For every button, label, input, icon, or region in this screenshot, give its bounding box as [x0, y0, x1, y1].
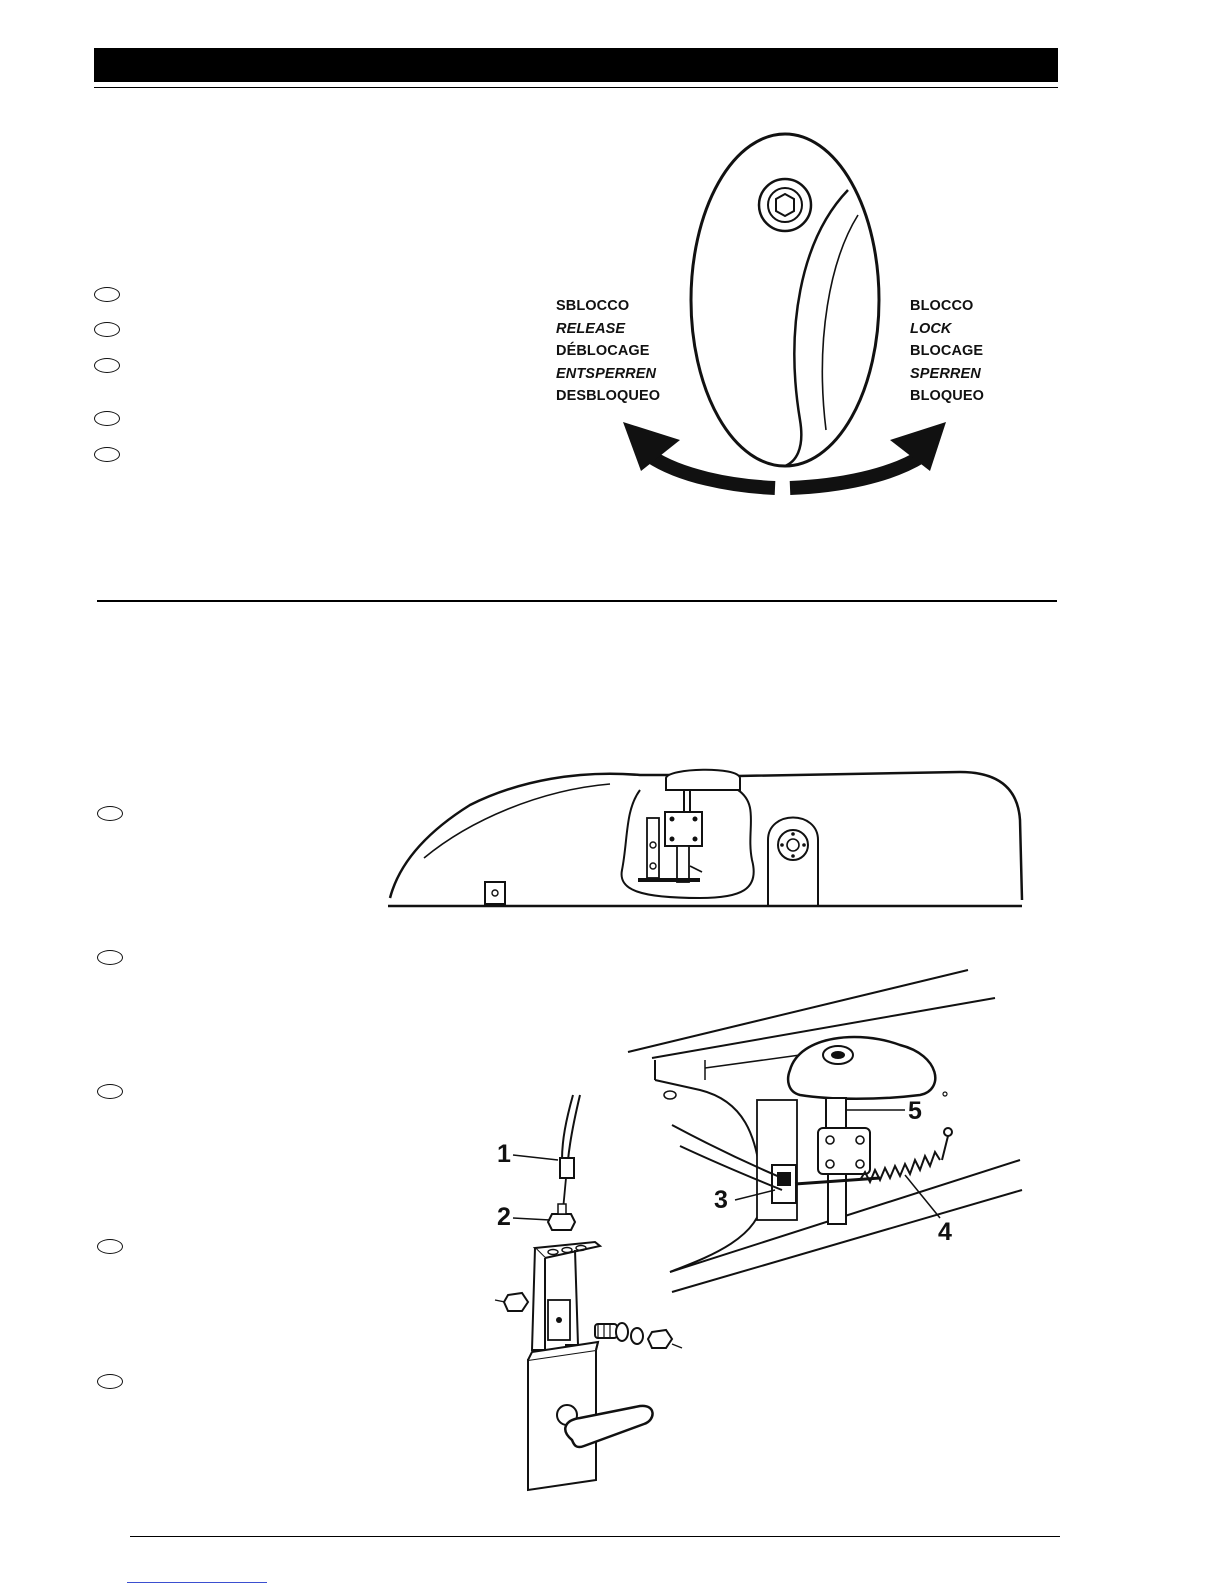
footer-rule [130, 1536, 1060, 1537]
footer-link-underline[interactable] [127, 1582, 267, 1583]
callout-4: 4 [938, 1218, 952, 1246]
label-lock-es: BLOQUEO [910, 388, 985, 404]
callout-2: 2 [497, 1203, 511, 1231]
label-release-fr: DÉBLOCAGE [556, 343, 650, 359]
label-lock-en: LOCK [910, 320, 952, 337]
label-release-en: RELEASE [556, 320, 626, 337]
callout-1: 1 [497, 1140, 511, 1168]
label-lock-it: BLOCCO [910, 298, 974, 314]
label-lock-fr: BLOCAGE [910, 343, 984, 359]
callout-5: 5 [908, 1097, 922, 1125]
label-release-es: DESBLOQUEO [556, 388, 661, 404]
label-release-de: ENTSPERREN [556, 365, 657, 382]
label-release-it: SBLOCCO [556, 298, 630, 314]
callout-3: 3 [714, 1186, 728, 1214]
label-lock-de: SPERREN [910, 365, 981, 382]
